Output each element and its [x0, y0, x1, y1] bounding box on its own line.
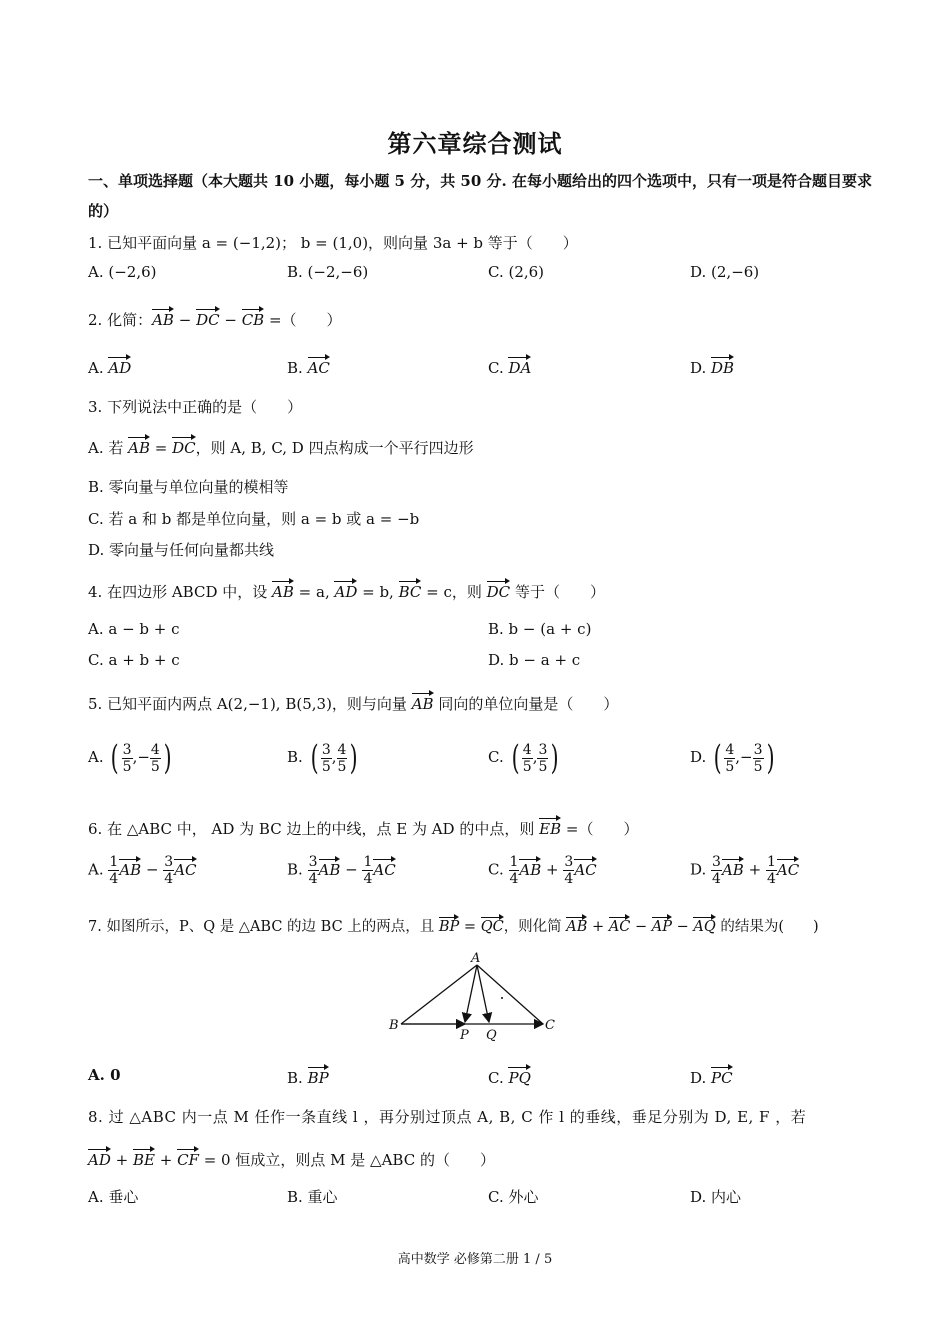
frac-num: 3 — [321, 741, 331, 758]
stem-vector: CF — [177, 1148, 199, 1169]
frac-sep: ,− — [132, 748, 150, 766]
q8-option-b: B. 重心 — [287, 1188, 338, 1206]
question-2-stem — [88, 308, 878, 330]
frac-num: 4 — [725, 741, 735, 758]
option-vector: DC — [172, 436, 196, 457]
q2-vector-3: CB — [242, 308, 265, 329]
option-vector: AC — [373, 858, 395, 879]
q2-op-2: − — [219, 311, 242, 329]
question-8-line-1: 8. 过 △ABC 内一点 M 任作一条直线 l ，再分别过顶点 A, B, C 作 l 的垂线，垂足分别为 D, E, F ，若 — [88, 1108, 807, 1126]
option-label: A. — [88, 860, 104, 879]
frac-num: 3 — [753, 741, 763, 758]
frac-num: 4 — [337, 741, 347, 758]
triangle-figure — [385, 950, 565, 1045]
option-op: − — [340, 860, 363, 879]
frac-den: 5 — [725, 758, 735, 775]
option-op: + — [743, 860, 766, 879]
option-vector: PC — [711, 1066, 733, 1087]
option-vector: PQ — [508, 1066, 530, 1087]
frac-den: 5 — [753, 758, 763, 775]
stem-text: 的结果为( ) — [715, 919, 819, 935]
stem-vector: AC — [609, 916, 631, 935]
stem-text: 同向的单位向量是（ ） — [433, 695, 619, 713]
q7-option-b — [287, 1066, 329, 1087]
frac-den: 4 — [766, 871, 776, 887]
frac-num: 1 — [363, 854, 373, 870]
option-label: B. — [287, 860, 303, 879]
question-4-stem — [88, 580, 878, 602]
stem-text: 6. 在 △ABC 中， AD 为 BC 边上的中线，点 E 为 AD 的中点，则 — [88, 820, 540, 838]
figure-dot — [501, 997, 503, 999]
q8-option-a: A. 垂心 — [88, 1188, 139, 1206]
stem-vector: BE — [133, 1148, 155, 1169]
frac-num: 3 — [122, 741, 132, 758]
option-label: D. — [690, 1069, 712, 1087]
label-b: B — [389, 1018, 399, 1033]
stem-text: + — [154, 1151, 178, 1169]
frac-den: 4 — [363, 871, 373, 887]
q6-option-c — [488, 854, 597, 887]
question-6-stem — [88, 817, 878, 839]
option-label: C. — [488, 860, 504, 879]
q2-option-a — [88, 356, 131, 377]
frac-den: 4 — [509, 871, 519, 887]
frac-den: 5 — [337, 758, 347, 775]
q7-option-c — [488, 1066, 531, 1087]
side-ab — [401, 965, 477, 1024]
q7-option-a: A. 0 — [88, 1066, 121, 1084]
frac-den: 5 — [150, 758, 160, 775]
option-vector: DA — [508, 356, 531, 377]
stem-text: = b, — [357, 583, 399, 601]
option-vector: AB — [128, 436, 150, 457]
frac-den: 4 — [564, 871, 574, 887]
option-vector: AC — [777, 858, 799, 879]
q2-op-1: − — [173, 311, 197, 329]
stem-vector: AD — [88, 1148, 111, 1169]
stem-text: 5. 已知平面内两点 A(2,−1), B(5,3)，则与向量 — [88, 695, 412, 713]
question-8-line-2 — [88, 1148, 878, 1170]
q4-option-b: B. b − (a + c) — [488, 620, 592, 638]
q8-option-d: D. 内心 — [690, 1188, 742, 1206]
frac-den: 5 — [522, 758, 532, 775]
page-footer: 高中数学 必修第二册 1 / 5 — [397, 1252, 553, 1267]
option-vector: BP — [308, 1066, 329, 1087]
option-label: C. — [488, 359, 509, 377]
stem-vector: AP — [652, 916, 672, 935]
stem-text: = a, — [293, 583, 335, 601]
frac-num: 1 — [766, 854, 776, 870]
q5-option-d: D. ( $\frac{4}{5}$ ,− $\frac{3}{5}$ ) — [690, 738, 775, 778]
option-label: D. — [690, 748, 707, 766]
q2-option-d — [690, 356, 734, 377]
option-op: + — [541, 860, 564, 879]
frac-den: 4 — [164, 871, 174, 887]
stem-vector: EB — [539, 817, 561, 838]
q4-option-d: D. b − a + c — [488, 651, 581, 669]
q2-option-b — [287, 356, 330, 377]
q2-vector-2: DC — [196, 308, 220, 329]
option-label: B. — [287, 748, 303, 766]
q6-option-d — [690, 854, 799, 887]
option-label: A. — [88, 359, 109, 377]
stem-text: =（ ） — [561, 820, 639, 838]
frac-den: 5 — [321, 758, 331, 775]
frac-sep: , — [331, 748, 337, 766]
stem-vector: AD — [334, 580, 357, 601]
q8-option-c: C. 外心 — [488, 1188, 539, 1206]
q6-option-a — [88, 854, 197, 887]
stem-text: ，则化简 — [503, 919, 567, 935]
stem-vector: AQ — [693, 916, 715, 935]
question-7-stem — [88, 915, 878, 936]
question-5-stem — [88, 692, 878, 714]
frac-num: 3 — [538, 741, 548, 758]
label-p: P — [460, 1028, 469, 1043]
option-vector: AB — [319, 858, 341, 879]
q2-option-c — [488, 356, 531, 377]
stem-text: 7. 如图所示，P、Q 是 △ABC 的边 BC 上的两点，且 — [88, 919, 439, 935]
stem-vector: AB — [566, 916, 587, 935]
stem-text: + — [587, 919, 609, 935]
option-vector: AC — [174, 858, 196, 879]
frac-num: 3 — [308, 854, 318, 870]
q5-option-c: C. ( $\frac{4}{5}$ , $\frac{3}{5}$ ) — [488, 738, 560, 778]
q7-option-d — [690, 1066, 733, 1087]
frac-den: 5 — [538, 758, 548, 775]
frac-sep: ,− — [735, 748, 753, 766]
frac-sep: , — [532, 748, 538, 766]
label-a: A — [471, 951, 481, 966]
q6-option-b — [287, 854, 396, 887]
q4-option-a: A. a − b + c — [88, 620, 180, 638]
frac-num: 3 — [164, 854, 174, 870]
frac-den: 4 — [712, 871, 721, 887]
stem-text: = c，则 — [421, 583, 487, 601]
q3-option-b: B. 零向量与单位向量的模相等 — [88, 478, 289, 496]
stem-vector: AB — [272, 580, 294, 601]
frac-den: 5 — [122, 758, 132, 775]
page-title: 第六章综合测试 — [387, 129, 563, 158]
frac-num: 3 — [564, 854, 574, 870]
option-vector: AB — [119, 858, 141, 879]
stem-vector: DC — [487, 580, 511, 601]
option-text: ，则 A, B, C, D 四点构成一个平行四边形 — [195, 439, 474, 457]
question-3-stem: 3. 下列说法中正确的是（ ） — [88, 398, 303, 416]
q5-option-b: B. ( $\frac{3}{5}$ , $\frac{4}{5}$ ) — [287, 738, 359, 778]
option-vector: AB — [519, 858, 541, 879]
frac-num: 4 — [150, 741, 160, 758]
frac-num: 1 — [509, 854, 519, 870]
q1-option-a: A. (−2,6) — [88, 263, 157, 281]
frac-num: 3 — [712, 854, 721, 870]
q4-option-c: C. a + b + c — [88, 651, 180, 669]
stem-vector: BP — [439, 916, 459, 935]
option-label: B. — [287, 359, 308, 377]
stem-text: 等于（ ） — [510, 583, 605, 601]
label-c: C — [545, 1018, 555, 1033]
q1-option-c: C. (2,6) — [488, 263, 545, 281]
stem-vector: AB — [412, 692, 434, 713]
option-label: D. — [690, 860, 707, 879]
frac-num: 1 — [109, 854, 119, 870]
stem-text: + — [110, 1151, 133, 1169]
q1-option-b: B. (−2,−6) — [287, 263, 369, 281]
option-text: = — [150, 439, 173, 457]
q3-option-a — [88, 436, 878, 458]
stem-text: − — [672, 919, 694, 935]
q1-option-d: D. (2,−6) — [690, 263, 760, 281]
section-heading: 一、单项选择题（本大题共 10 小题，每小题 5 分，共 50 分. 在每小题给出的四个选项中，只有一项是符合题目要求的） — [88, 172, 872, 220]
option-vector: AD — [108, 356, 131, 377]
option-label: C. — [488, 748, 504, 766]
option-vector: AC — [574, 858, 596, 879]
option-vector: DB — [711, 356, 734, 377]
frac-num: 4 — [522, 741, 532, 758]
q2-prefix: 2. 化简： — [88, 311, 153, 329]
stem-text: − — [630, 919, 652, 935]
option-label: A. — [88, 748, 104, 766]
option-label: B. — [287, 1069, 308, 1087]
q5-option-a: A. ( $\frac{3}{5}$ ,− $\frac{4}{5}$ ) — [88, 738, 172, 778]
stem-text: = 0 恒成立，则点 M 是 △ABC 的（ ） — [198, 1151, 495, 1169]
question-1-stem: 1. 已知平面向量 a = (−1,2)； b = (1,0)，则向量 3a + b 等于（ ） — [88, 234, 578, 252]
stem-vector: QC — [481, 916, 504, 935]
option-label: C. — [488, 1069, 509, 1087]
q2-suffix: =（ ） — [264, 311, 342, 329]
frac-den: 4 — [308, 871, 318, 887]
option-vector: AB — [722, 858, 744, 879]
option-op: − — [141, 860, 164, 879]
frac-den: 4 — [109, 871, 119, 887]
option-label: D. — [690, 359, 712, 377]
stem-vector: BC — [399, 580, 422, 601]
q3-option-c: C. 若 a 和 b 都是单位向量，则 a = b 或 a = −b — [88, 510, 420, 528]
q3-option-d: D. 零向量与任何向量都共线 — [88, 541, 275, 559]
label-q: Q — [486, 1028, 497, 1043]
stem-text: = — [459, 919, 481, 935]
option-text: A. 若 — [88, 439, 129, 457]
q2-vector-1: AB — [152, 308, 174, 329]
stem-text: 4. 在四边形 ABCD 中，设 — [88, 583, 273, 601]
option-vector: AC — [308, 356, 330, 377]
